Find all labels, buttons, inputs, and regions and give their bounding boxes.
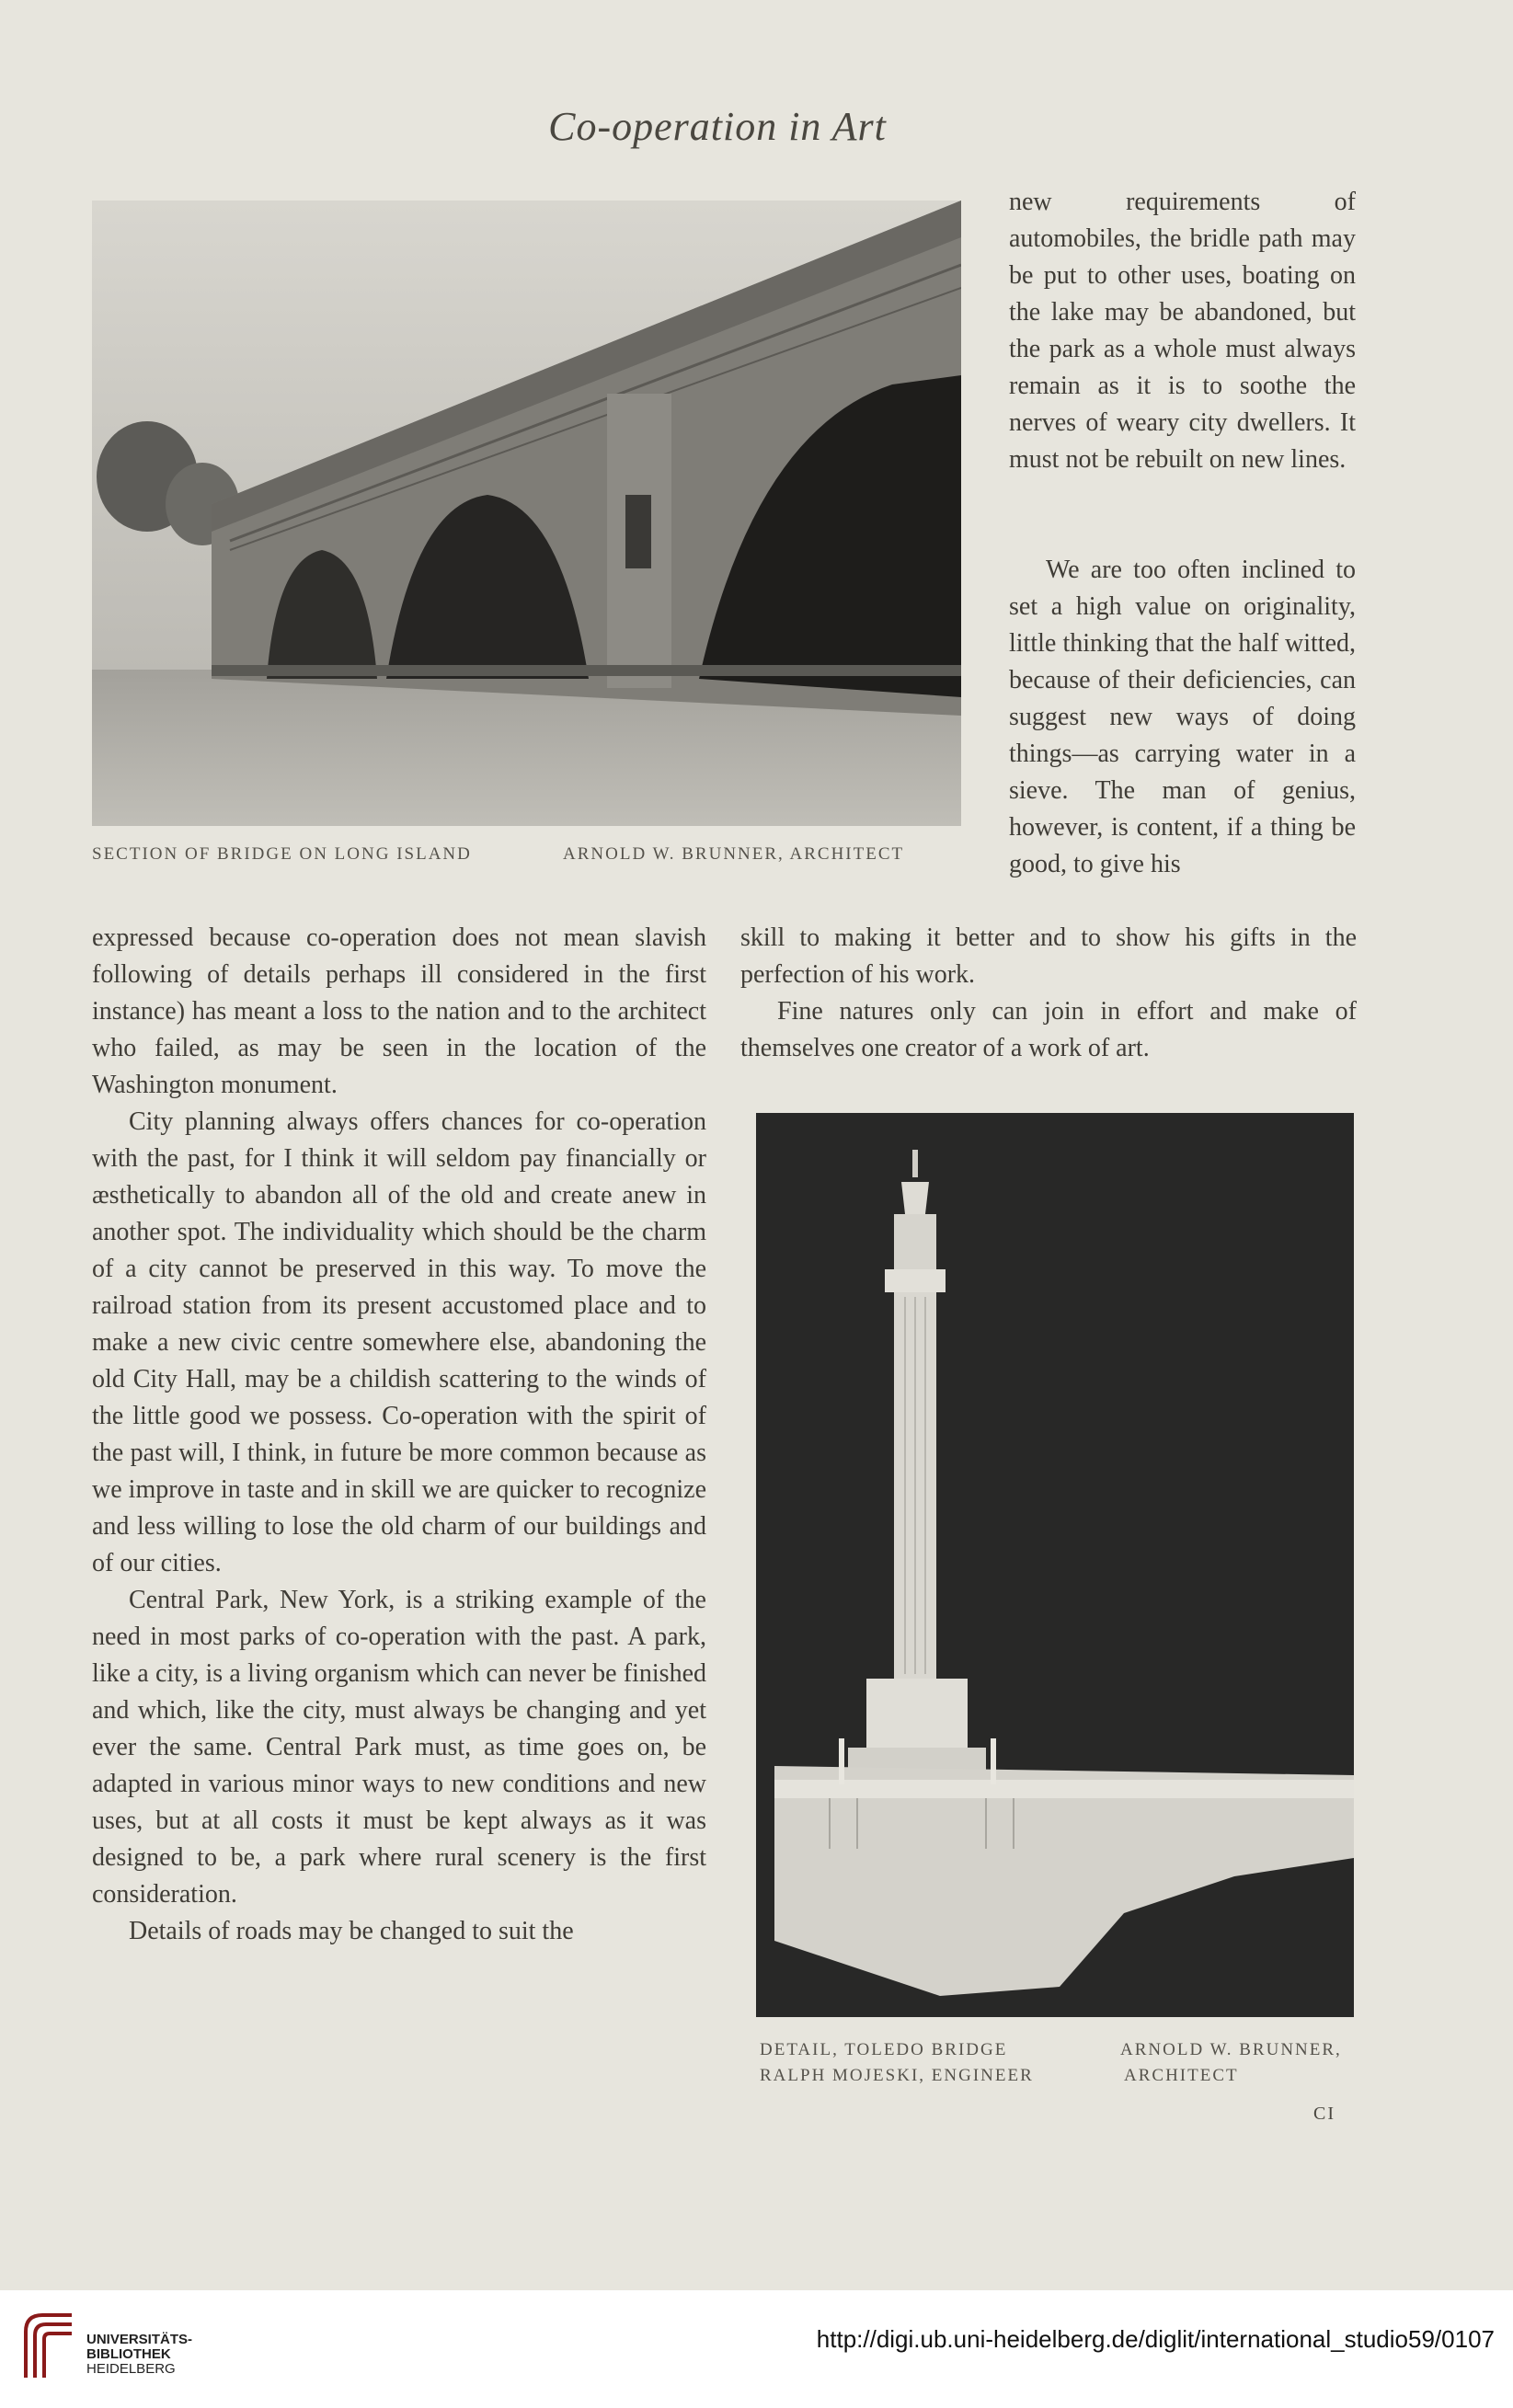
library-name [86,2333,192,2377]
toledo-bridge-illustration [756,1113,1354,2017]
paragraph: expressed because co-operation does not mean slavish following of details perhaps ill considered in the first instance) has meant a loss to the nation and to the architect who failed, as may be seen in the location of the Washington monument. [92,923,706,1099]
paragraph: We are too often inclined to set a high value on originality, little thinking that the half witted, because of their deficiencies, can suggest new ways of doing things—as carrying water in a sieve. The man of genius, however, is content, if a thing be good, to give his [1009,556,1356,878]
library-line-1: UNIVERSITÄTS- [86,2332,193,2347]
university-library-logo-icon [17,2304,81,2385]
paragraph: Details of roads may be changed to suit the [129,1917,574,1945]
bridge-illustration [92,201,961,826]
library-line-2: BIBLIOTHEK [86,2346,171,2362]
right-column-top [1009,184,1356,478]
left-column [92,920,706,1950]
toledo-caption-left-1: DETAIL, TOLEDO BRIDGE [760,2040,1008,2059]
toledo-bridge-photograph [756,1113,1354,2017]
toledo-caption-right-1: ARNOLD W. BRUNNER, [1120,2040,1342,2059]
library-line-3: HEIDELBERG [86,2361,176,2377]
toledo-caption-left-2: RALPH MOJESKI, ENGINEER [760,2066,1034,2085]
right-column-mid [1009,552,1356,883]
bridge-caption-left: SECTION OF BRIDGE ON LONG ISLAND [92,844,472,864]
paragraph: skill to making it better and to show his gifts in the perfection of his work. [740,923,1357,989]
right-column-bottom [740,920,1357,1067]
paragraph: City planning always offers chances for co-operation with the past, for I think it will seldom pay financially or æsthetically to abandon all of the old and create anew in another spot. The individuality which should be the charm of a city cannot be preserved in this way. To move the railroad station from its present accustomed place and to make a new civic centre somewhere else, abandoning the old City Hall, may be a childish scattering to the winds of the little good we possess. Co-operation with the spirit of the past will, I think, in future be more common because as we improve in taste and in skill we are quicker to recognize and less willing to lose the old charm of our buildings and of our cities. [92,1107,706,1577]
paragraph: new requirements of automobiles, the bridle path may be put to other uses, boating on the lake may be abandoned, but the park as a whole must always remain as it is to soothe the nerves of weary city dwellers. It must not be rebuilt on new lines. [1009,188,1356,474]
running-head: Co-operation in Art [548,104,887,149]
toledo-caption-right-2: ARCHITECT [1124,2066,1239,2085]
bridge-photograph [92,201,961,826]
page-number: CI [1313,2104,1335,2124]
paragraph: Fine natures only can join in effort and make of themselves one creator of a work of art. [740,997,1357,1062]
paragraph: Central Park, New York, is a striking example of the need in most parks of co-operation with the past. A park, like a city, is a living organism which can never be finished and which, like the city, must always be changing and yet ever the same. Central Park must, as time goes on, be adapted in various minor ways to new conditions and new uses, but at all costs it must be kept always as it was designed to be, a park where rural scenery is the first consideration. [92,1586,706,1909]
bridge-caption-right: ARNOLD W. BRUNNER, ARCHITECT [563,844,905,864]
source-url-link[interactable]: http://digi.ub.uni-heidelberg.de/diglit/international_studio59/0107 [816,2325,1495,2353]
